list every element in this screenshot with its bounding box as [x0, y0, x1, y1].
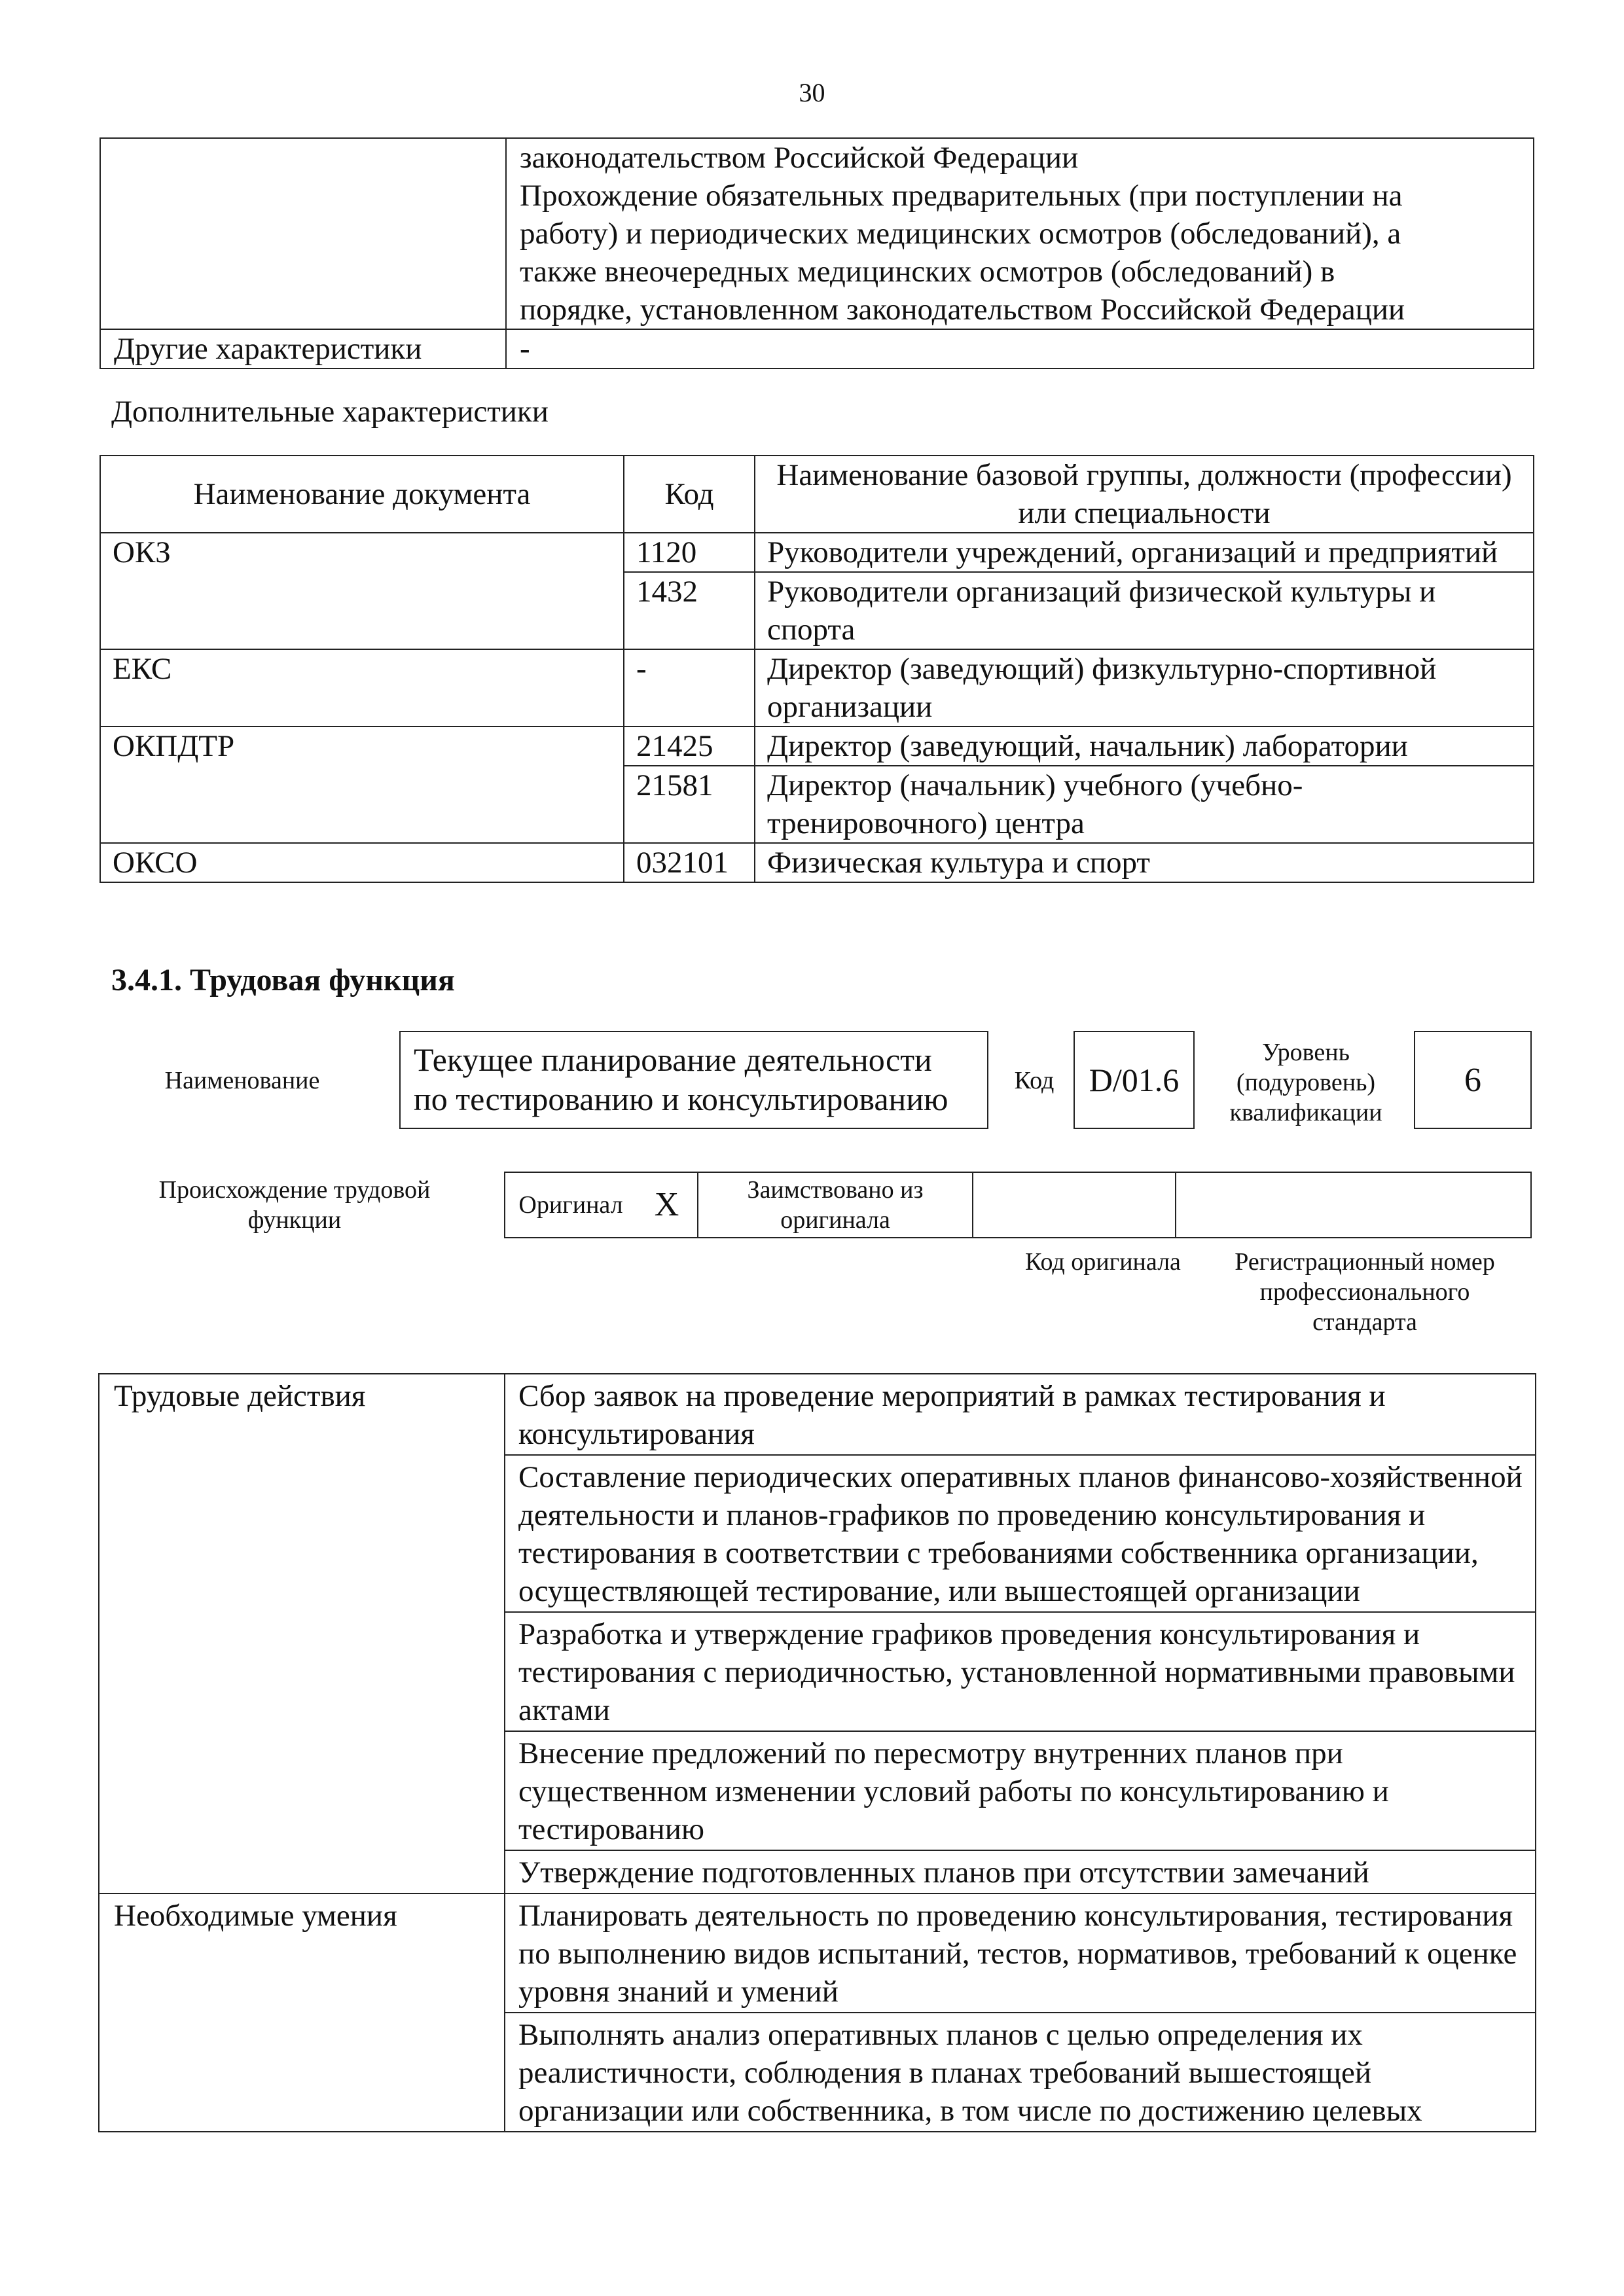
text-line: порядке, установленном законодательством Российской Федерации: [520, 293, 1405, 327]
origin-label: Происхождение трудовой функции: [158, 1176, 431, 1234]
table-row: [100, 843, 1534, 882]
level-value-box: 6: [1414, 1031, 1532, 1129]
table-row: [99, 1893, 1536, 2013]
cell-code: -: [624, 649, 755, 726]
table-cell-empty: [100, 138, 506, 329]
name-label: Наименование: [164, 1067, 320, 1094]
text-line: Прохождение обязательных предварительных (при поступлении на: [520, 179, 1403, 213]
cell-code: 032101: [624, 843, 755, 882]
table-row: [100, 533, 1534, 572]
table-cell-empty: [99, 1850, 505, 1893]
cell-doc: ОКЗ: [100, 533, 624, 572]
additional-characteristics-table: [99, 455, 1534, 883]
text-line: законодательством Российской Федерации: [520, 141, 1079, 175]
cell-code: 1432: [624, 572, 755, 649]
cell-doc: ОКПДТР: [100, 726, 624, 766]
table-row: [99, 1731, 1536, 1850]
table-row: [100, 329, 1534, 368]
level-label: Уровень (подуровень) квалификации: [1229, 1039, 1382, 1126]
table-row: [100, 138, 1534, 329]
requirements-text: [506, 138, 1534, 329]
page-number: 30: [799, 78, 825, 107]
origin-reg-cell: [1176, 1173, 1533, 1237]
function-name-box: Текущее планирование деятельности по тестированию и консультированию: [399, 1031, 988, 1129]
cell-doc: [100, 572, 624, 649]
labor-actions-label: Трудовые действия: [99, 1374, 505, 1455]
text-line: работу) и периодических медицинских осмотров (обследований), а: [520, 217, 1401, 251]
origin-row: [504, 1172, 1532, 1238]
labor-action: Утверждение подготовленных планов при отсутствии замечаний: [505, 1850, 1536, 1893]
qualification-requirements-table: [99, 137, 1534, 369]
skills-label: Необходимые умения: [99, 1893, 505, 2013]
table-row: [99, 1374, 1536, 1455]
caption-code: Код оригинала: [1025, 1248, 1181, 1276]
header-document: Наименование документа: [100, 456, 624, 533]
cell-code: 1120: [624, 533, 755, 572]
origin-code-cell: [973, 1173, 1176, 1237]
labor-action: Сбор заявок на проведение мероприятий в рамках тестирования и консультирования: [505, 1374, 1536, 1455]
table-row: [100, 649, 1534, 726]
table-cell-empty: [99, 1455, 505, 1612]
text-line: также внеочередных медицинских осмотров (обследований) в: [520, 255, 1335, 289]
table-header-row: [100, 456, 1534, 533]
labor-action: Разработка и утверждение графиков проведения консультирования и тестирования с периодичностью, установленной нормативными правовыми актами: [505, 1612, 1536, 1731]
code-label: Код: [1014, 1067, 1055, 1094]
cell-doc: ОКСО: [100, 843, 624, 882]
cell-name: Руководители организаций физической культуры и спорта: [755, 572, 1534, 649]
table-row: [100, 572, 1534, 649]
table-row: [100, 766, 1534, 843]
labor-action: Внесение предложений по пересмотру внутренних планов при существенном изменении условий работы по консультированию и тестированию: [505, 1731, 1536, 1850]
other-characteristics-value: -: [506, 329, 1534, 368]
table-row: [100, 726, 1534, 766]
additional-characteristics-heading: Дополнительные характеристики: [111, 395, 549, 429]
origin-borrowed-label: Заимствовано из оригинала: [698, 1173, 973, 1237]
skill: Выполнять анализ оперативных планов с целью определения их реалистичности, соблюдения в планах требований вышестоящей организации или собственника, в том числе по достижению целевых: [505, 2013, 1536, 2132]
labor-function-table: [98, 1373, 1536, 2132]
cell-doc: [100, 766, 624, 843]
cell-name: Физическая культура и спорт: [755, 843, 1534, 882]
table-cell-empty: [99, 1612, 505, 1731]
labor-action: Составление периодических оперативных планов финансово-хозяйственной деятельности и планов-графиков по проведению консультирования и тестирования в соответствии с требованиями собственника организации, осуществляющей тестирование, или вышестоящей организации: [505, 1455, 1536, 1612]
table-cell-empty: [99, 1731, 505, 1850]
header-code: Код: [624, 456, 755, 533]
table-row: [99, 2013, 1536, 2132]
cell-name: Директор (заведующий, начальник) лаборатории: [755, 726, 1534, 766]
cell-doc: ЕКС: [100, 649, 624, 726]
table-row: [99, 1850, 1536, 1893]
skill: Планировать деятельность по проведению консультирования, тестирования по выполнению видов испытаний, тестов, нормативов, требований к оценке уровня знаний и умений: [505, 1893, 1536, 2013]
cell-name: Директор (начальник) учебного (учебно-тренировочного) центра: [755, 766, 1534, 843]
cell-code: 21425: [624, 726, 755, 766]
cell-code: 21581: [624, 766, 755, 843]
origin-mark: X: [636, 1173, 698, 1237]
cell-name: Директор (заведующий) физкультурно-спортивной организации: [755, 649, 1534, 726]
caption-reg: Регистрационный номер профессионального стандарта: [1235, 1248, 1495, 1336]
other-characteristics-label: Другие характеристики: [100, 329, 506, 368]
function-code-box: D/01.6: [1074, 1031, 1195, 1129]
table-row: [99, 1455, 1536, 1612]
table-row: [99, 1612, 1536, 1731]
cell-name: Руководители учреждений, организаций и предприятий: [755, 533, 1534, 572]
section-title: 3.4.1. Трудовая функция: [111, 963, 455, 997]
origin-original-label: Оригинал: [518, 1191, 623, 1219]
header-group: Наименование базовой группы, должности (профессии) или специальности: [755, 456, 1534, 533]
table-cell-empty: [99, 2013, 505, 2132]
